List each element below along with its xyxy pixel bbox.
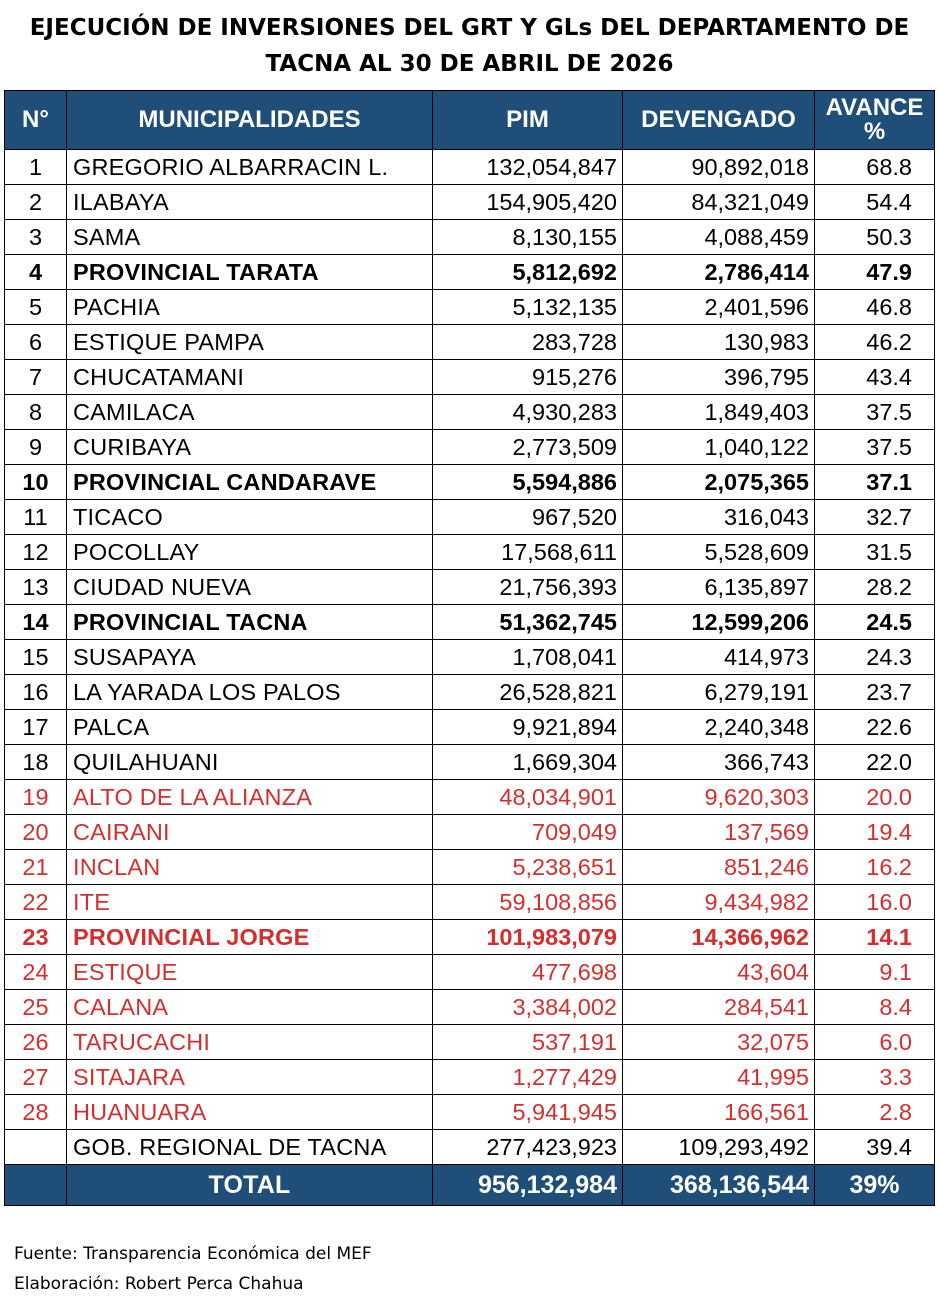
devengado-value: 1,849,403 [623,395,815,430]
avance-value: 46.2 [815,325,935,360]
total-row [5,1165,935,1206]
avance-value: 37.1 [815,465,935,500]
avance-value: 46.8 [815,290,935,325]
devengado-value: 9,620,303 [623,780,815,815]
pim-value: 1,669,304 [433,745,623,780]
table-row [5,465,935,500]
row-number: 28 [5,1095,67,1130]
table-row [5,150,935,185]
table-row [5,430,935,465]
avance-value: 16.0 [815,885,935,920]
row-number: 24 [5,955,67,990]
devengado-value: 2,075,365 [623,465,815,500]
avance-value: 31.5 [815,535,935,570]
municipality-name: SITAJARA [67,1060,433,1095]
avance-value: 16.2 [815,850,935,885]
municipality-name: PACHIA [67,290,433,325]
devengado-value: 90,892,018 [623,150,815,185]
pim-value: 709,049 [433,815,623,850]
pim-value: 3,384,002 [433,990,623,1025]
table-row [5,675,935,710]
pim-value: 967,520 [433,500,623,535]
row-number: 5 [5,290,67,325]
row-number: 18 [5,745,67,780]
row-number: 14 [5,605,67,640]
row-number: 4 [5,255,67,290]
avance-value: 28.2 [815,570,935,605]
municipality-name: TICACO [67,500,433,535]
table-row [5,500,935,535]
municipality-name: POCOLLAY [67,535,433,570]
author-note: Elaboración: Robert Perca Chahua [14,1274,304,1294]
municipality-name: ESTIQUE [67,955,433,990]
row-number: 7 [5,360,67,395]
pim-value: 283,728 [433,325,623,360]
avance-value: 20.0 [815,780,935,815]
table-header-row [5,91,935,150]
devengado-value: 2,401,596 [623,290,815,325]
devengado-value: 396,795 [623,360,815,395]
row-number: 3 [5,220,67,255]
avance-value: 24.5 [815,605,935,640]
row-number: 8 [5,395,67,430]
municipality-name: CAMILACA [67,395,433,430]
total-pim: 956,132,984 [433,1165,623,1206]
avance-value: 3.3 [815,1060,935,1095]
devengado-value: 4,088,459 [623,220,815,255]
municipality-name: TARUCACHI [67,1025,433,1060]
title-line-2: TACNA AL 30 DE ABRIL DE 2026 [265,51,674,77]
devengado-value: 2,786,414 [623,255,815,290]
devengado-value: 109,293,492 [623,1130,815,1165]
avance-value: 39.4 [815,1130,935,1165]
pim-value: 51,362,745 [433,605,623,640]
avance-value: 37.5 [815,430,935,465]
row-number: 15 [5,640,67,675]
avance-value: 32.7 [815,500,935,535]
table-row [5,605,935,640]
avance-value: 2.8 [815,1095,935,1130]
avance-value: 22.0 [815,745,935,780]
municipality-name: PALCA [67,710,433,745]
row-number: 9 [5,430,67,465]
pim-value: 277,423,923 [433,1130,623,1165]
row-number: 2 [5,185,67,220]
avance-value: 22.6 [815,710,935,745]
avance-value: 23.7 [815,675,935,710]
municipality-name: PROVINCIAL JORGE [67,920,433,955]
row-number: 11 [5,500,67,535]
row-number: 21 [5,850,67,885]
pim-value: 5,594,886 [433,465,623,500]
row-number: 16 [5,675,67,710]
pim-value: 477,698 [433,955,623,990]
row-number: 23 [5,920,67,955]
devengado-value: 84,321,049 [623,185,815,220]
municipality-name: CIUDAD NUEVA [67,570,433,605]
pim-value: 2,773,509 [433,430,623,465]
header-municipalidades: MUNICIPALIDADES [67,91,433,150]
avance-value: 43.4 [815,360,935,395]
devengado-value: 130,983 [623,325,815,360]
devengado-value: 137,569 [623,815,815,850]
devengado-value: 366,743 [623,745,815,780]
table-row [5,360,935,395]
row-number [5,1130,67,1165]
avance-value: 19.4 [815,815,935,850]
table-row [5,255,935,290]
total-devengado: 368,136,544 [623,1165,815,1206]
pim-value: 132,054,847 [433,150,623,185]
municipality-name: PROVINCIAL CANDARAVE [67,465,433,500]
header-devengado: DEVENGADO [623,91,815,150]
pim-value: 5,812,692 [433,255,623,290]
avance-value: 9.1 [815,955,935,990]
pim-value: 1,708,041 [433,640,623,675]
table-row [5,220,935,255]
table-body [5,150,935,1165]
avance-value: 54.4 [815,185,935,220]
table-row [5,290,935,325]
municipality-name: HUANUARA [67,1095,433,1130]
row-number: 10 [5,465,67,500]
row-number: 19 [5,780,67,815]
table-row [5,745,935,780]
pim-value: 8,130,155 [433,220,623,255]
avance-value: 47.9 [815,255,935,290]
avance-value: 8.4 [815,990,935,1025]
table-row [5,185,935,220]
municipality-name: PROVINCIAL TACNA [67,605,433,640]
municipality-name: CHUCATAMANI [67,360,433,395]
pim-value: 17,568,611 [433,535,623,570]
municipality-name: GREGORIO ALBARRACIN L. [67,150,433,185]
municipality-name: ILABAYA [67,185,433,220]
row-number: 22 [5,885,67,920]
municipality-name: CAIRANI [67,815,433,850]
devengado-value: 851,246 [623,850,815,885]
municipality-name: SAMA [67,220,433,255]
devengado-value: 32,075 [623,1025,815,1060]
table-row [5,850,935,885]
avance-value: 14.1 [815,920,935,955]
municipality-name: ALTO DE LA ALIANZA [67,780,433,815]
row-number: 13 [5,570,67,605]
row-number: 12 [5,535,67,570]
table-row [5,1025,935,1060]
header-pim: PIM [433,91,623,150]
pim-value: 21,756,393 [433,570,623,605]
table-row [5,780,935,815]
table-row [5,1130,935,1165]
avance-value: 68.8 [815,150,935,185]
pim-value: 26,528,821 [433,675,623,710]
pim-value: 537,191 [433,1025,623,1060]
row-number: 25 [5,990,67,1025]
pim-value: 48,034,901 [433,780,623,815]
pim-value: 5,238,651 [433,850,623,885]
report-title [0,10,939,82]
header-number: N° [5,91,67,150]
avance-value: 50.3 [815,220,935,255]
pim-value: 5,132,135 [433,290,623,325]
row-number: 26 [5,1025,67,1060]
devengado-value: 41,995 [623,1060,815,1095]
pim-value: 154,905,420 [433,185,623,220]
avance-value: 6.0 [815,1025,935,1060]
pim-value: 4,930,283 [433,395,623,430]
table-row [5,920,935,955]
devengado-value: 6,279,191 [623,675,815,710]
row-number: 6 [5,325,67,360]
row-number: 1 [5,150,67,185]
source-note: Fuente: Transparencia Económica del MEF [14,1244,372,1264]
total-number-cell [5,1165,67,1206]
table-row [5,1095,935,1130]
pim-value: 9,921,894 [433,710,623,745]
total-avance: 39% [815,1165,935,1206]
pim-value: 101,983,079 [433,920,623,955]
devengado-value: 6,135,897 [623,570,815,605]
devengado-value: 43,604 [623,955,815,990]
devengado-value: 2,240,348 [623,710,815,745]
municipality-name: INCLAN [67,850,433,885]
table-row [5,990,935,1025]
table-row [5,640,935,675]
table-row [5,815,935,850]
avance-value: 37.5 [815,395,935,430]
table-row [5,570,935,605]
table-row [5,325,935,360]
devengado-value: 12,599,206 [623,605,815,640]
pim-value: 59,108,856 [433,885,623,920]
devengado-value: 9,434,982 [623,885,815,920]
municipality-name: ITE [67,885,433,920]
devengado-value: 14,366,962 [623,920,815,955]
municipality-name: PROVINCIAL TARATA [67,255,433,290]
title-line-1: EJECUCIÓN DE INVERSIONES DEL GRT Y GLs DEL DEPARTAMENTO DE [29,15,910,41]
municipality-name: GOB. REGIONAL DE TACNA [67,1130,433,1165]
row-number: 20 [5,815,67,850]
pim-value: 1,277,429 [433,1060,623,1095]
municipality-name: SUSAPAYA [67,640,433,675]
avance-value: 24.3 [815,640,935,675]
devengado-value: 166,561 [623,1095,815,1130]
devengado-value: 414,973 [623,640,815,675]
municipality-name: CURIBAYA [67,430,433,465]
row-number: 17 [5,710,67,745]
total-label: TOTAL [67,1165,433,1206]
investment-table [4,90,935,1206]
row-number: 27 [5,1060,67,1095]
devengado-value: 5,528,609 [623,535,815,570]
devengado-value: 284,541 [623,990,815,1025]
table-row [5,885,935,920]
devengado-value: 316,043 [623,500,815,535]
devengado-value: 1,040,122 [623,430,815,465]
municipality-name: LA YARADA LOS PALOS [67,675,433,710]
pim-value: 915,276 [433,360,623,395]
table-row [5,1060,935,1095]
pim-value: 5,941,945 [433,1095,623,1130]
table-row [5,395,935,430]
municipality-name: QUILAHUANI [67,745,433,780]
table-row [5,710,935,745]
municipality-name: ESTIQUE PAMPA [67,325,433,360]
table-row [5,955,935,990]
table-row [5,535,935,570]
municipality-name: CALANA [67,990,433,1025]
header-avance: AVANCE % [815,91,935,150]
